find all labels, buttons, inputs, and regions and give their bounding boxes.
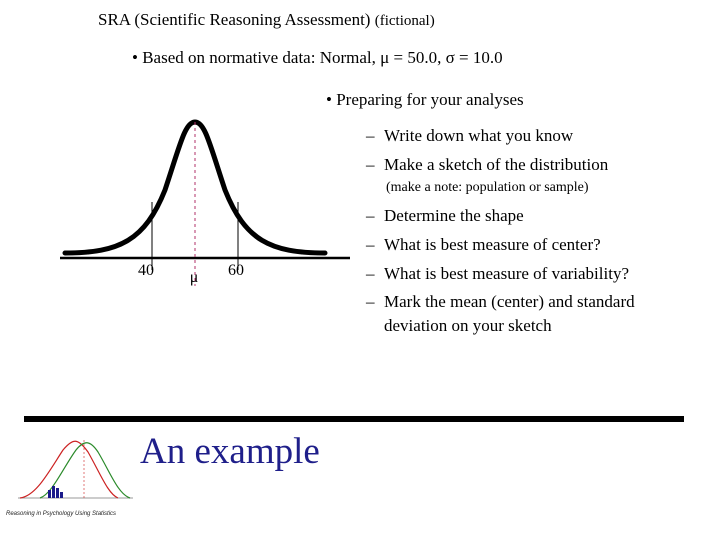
dash-bullet: – <box>366 235 375 254</box>
logo-caption: Reasoning in Psychology Using Statistics <box>6 511 117 517</box>
normal-curve-sketch <box>60 110 350 290</box>
logo-hist-bar <box>60 492 63 498</box>
logo-hist-bar <box>56 488 59 498</box>
step-mark-continuation: deviation on your sketch <box>384 316 552 335</box>
step-sketch-note: (make a note: population or sample) <box>386 180 589 195</box>
step-mark <box>366 292 635 312</box>
step-shape-text: Determine the shape <box>384 206 524 225</box>
label-60: 60 <box>228 262 244 279</box>
bullet-preparing: • Preparing for your analyses <box>326 90 524 109</box>
slide-title-main: SRA (Scientific Reasoning Assessment) <box>98 10 371 29</box>
step-mark-text: Mark the mean (center) and standard <box>384 292 635 311</box>
step-variability <box>366 264 629 284</box>
bullet-normative-data: • Based on normative data: Normal, μ = 50.0, σ = 10.0 <box>132 48 503 67</box>
course-logo <box>18 438 138 508</box>
step-write-down <box>366 126 573 146</box>
label-40: 40 <box>138 262 154 279</box>
step-sketch-text: Make a sketch of the distribution <box>384 155 609 174</box>
slide-heading: An example <box>140 431 320 472</box>
step-shape <box>366 206 524 226</box>
step-sketch <box>366 155 608 175</box>
label-mu: μ <box>189 269 199 286</box>
slide-title-tag: (fictional) <box>374 13 435 29</box>
step-center <box>366 235 601 255</box>
dash-bullet: – <box>366 126 375 145</box>
step-variability-text: What is best measure of variability? <box>384 264 629 283</box>
step-write-down-text: Write down what you know <box>384 126 574 145</box>
logo-red-curve <box>20 441 118 498</box>
step-center-text: What is best measure of center? <box>384 235 601 254</box>
dash-bullet: – <box>366 155 375 174</box>
logo-hist-bar <box>48 490 51 498</box>
logo-hist-bar <box>52 486 55 498</box>
dash-bullet: – <box>366 264 375 283</box>
section-divider <box>24 416 684 422</box>
dash-bullet: – <box>366 292 375 311</box>
dash-bullet: – <box>366 206 375 225</box>
slide-title <box>98 10 435 30</box>
